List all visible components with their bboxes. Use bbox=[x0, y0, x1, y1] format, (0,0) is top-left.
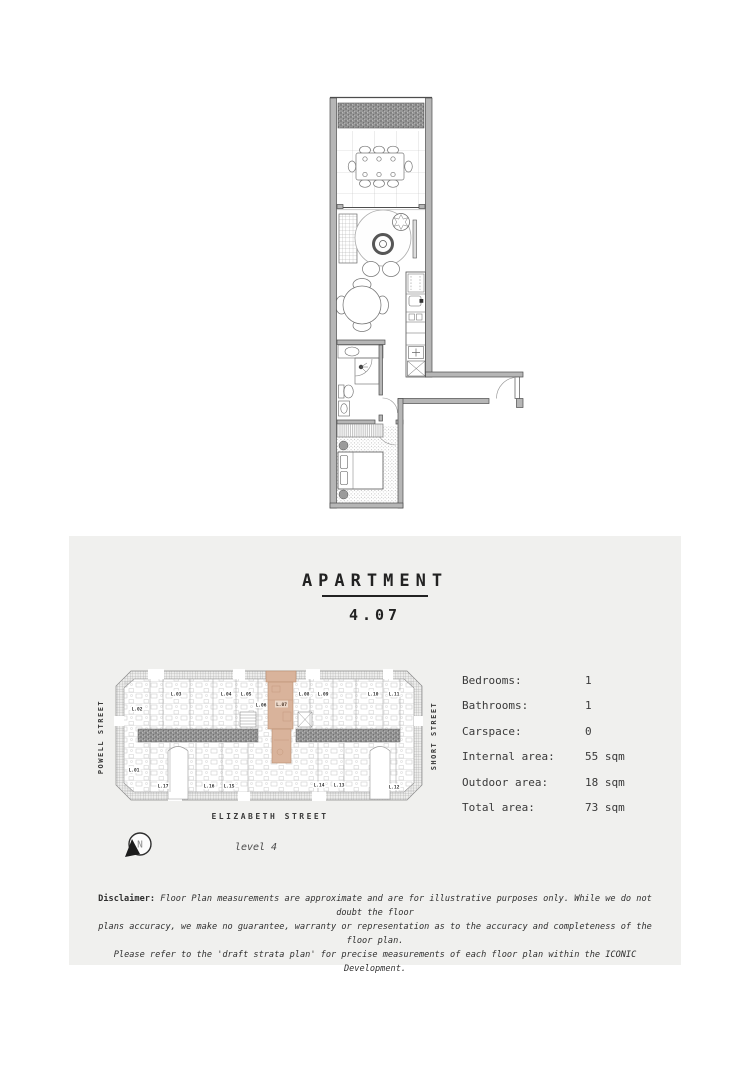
svg-text:L.15: L.15 bbox=[223, 784, 235, 790]
apartment-number: 4.07 bbox=[348, 606, 402, 624]
detail-row-internal-area: Internal area: 55 sqm bbox=[462, 750, 625, 764]
corridor bbox=[138, 729, 258, 742]
svg-text:L.02: L.02 bbox=[131, 707, 143, 713]
svg-text:L.04: L.04 bbox=[220, 692, 232, 698]
stool bbox=[383, 262, 400, 277]
kitchen bbox=[406, 272, 426, 377]
svg-text:L.05: L.05 bbox=[240, 692, 252, 698]
svg-text:L.11: L.11 bbox=[388, 692, 400, 698]
planter-box bbox=[338, 103, 424, 128]
svg-text:L.09: L.09 bbox=[317, 692, 329, 698]
toilet-tank bbox=[339, 385, 345, 398]
svg-text:L.03: L.03 bbox=[170, 692, 182, 698]
bedroom bbox=[337, 420, 403, 503]
svg-text:L.12: L.12 bbox=[388, 785, 400, 791]
level-label: level 4 bbox=[234, 842, 278, 853]
svg-text:L.13: L.13 bbox=[333, 783, 345, 789]
basin bbox=[339, 401, 350, 416]
north-compass-icon bbox=[125, 833, 151, 857]
page-title: APARTMENT bbox=[301, 571, 449, 591]
street-label-bottom: ELIZABETH STREET bbox=[211, 812, 329, 821]
detail-row-total-area: Total area: 73 sqm bbox=[462, 800, 625, 814]
svg-text:L.10: L.10 bbox=[367, 692, 379, 698]
detail-row-bedrooms: Bedrooms: 1 bbox=[462, 674, 592, 687]
disclaimer-line-3: Please refer to the 'draft strata plan' for precise measurements of each floor plan within the ICONIC Development. bbox=[113, 950, 637, 974]
svg-text:N: N bbox=[137, 839, 143, 851]
toilet bbox=[344, 385, 354, 398]
svg-text:L.01: L.01 bbox=[128, 768, 140, 774]
street-label-left: POWELL STREET bbox=[97, 699, 105, 775]
disclaimer-line-1: Disclaimer: Floor Plan measurements are approximate and are for illustrative purposes only. While we do not doubt the floor bbox=[98, 894, 652, 918]
entry-door bbox=[496, 377, 519, 399]
living-area bbox=[336, 210, 417, 332]
apartment-details bbox=[462, 674, 674, 826]
round-table bbox=[336, 279, 389, 332]
sofa bbox=[339, 214, 357, 263]
svg-text:L.17: L.17 bbox=[157, 784, 169, 790]
title-underline bbox=[322, 595, 428, 597]
detail-row-bathrooms: Bathrooms: 1 bbox=[462, 699, 592, 713]
balcony bbox=[330, 98, 432, 210]
detail-row-outdoor-area: Outdoor area: 18 sqm bbox=[462, 775, 625, 789]
bathroom-door-arc bbox=[383, 398, 398, 413]
level-site-plan bbox=[85, 655, 455, 860]
bathroom bbox=[337, 340, 398, 421]
bedside-table bbox=[339, 490, 348, 499]
bedside-table bbox=[339, 441, 348, 450]
disclaimer-line-2: plans accuracy, we make no guarantee, warranty or representation as to the accuracy and completeness of the floor plan. bbox=[98, 922, 652, 946]
detail-row-carspace: Carspace: 0 bbox=[462, 724, 592, 738]
tv-panel bbox=[413, 220, 417, 258]
disclaimer bbox=[90, 892, 660, 976]
svg-text:L.16: L.16 bbox=[203, 784, 215, 790]
title-block bbox=[69, 571, 681, 624]
svg-text:L.14: L.14 bbox=[313, 783, 325, 789]
stool bbox=[363, 262, 380, 277]
svg-text:L.06: L.06 bbox=[255, 703, 267, 709]
plant bbox=[393, 214, 410, 231]
street-label-right: SHORT STREET bbox=[430, 701, 438, 771]
unit-label-highlighted: L.07 bbox=[276, 703, 287, 708]
svg-text:L.08: L.08 bbox=[298, 692, 310, 698]
